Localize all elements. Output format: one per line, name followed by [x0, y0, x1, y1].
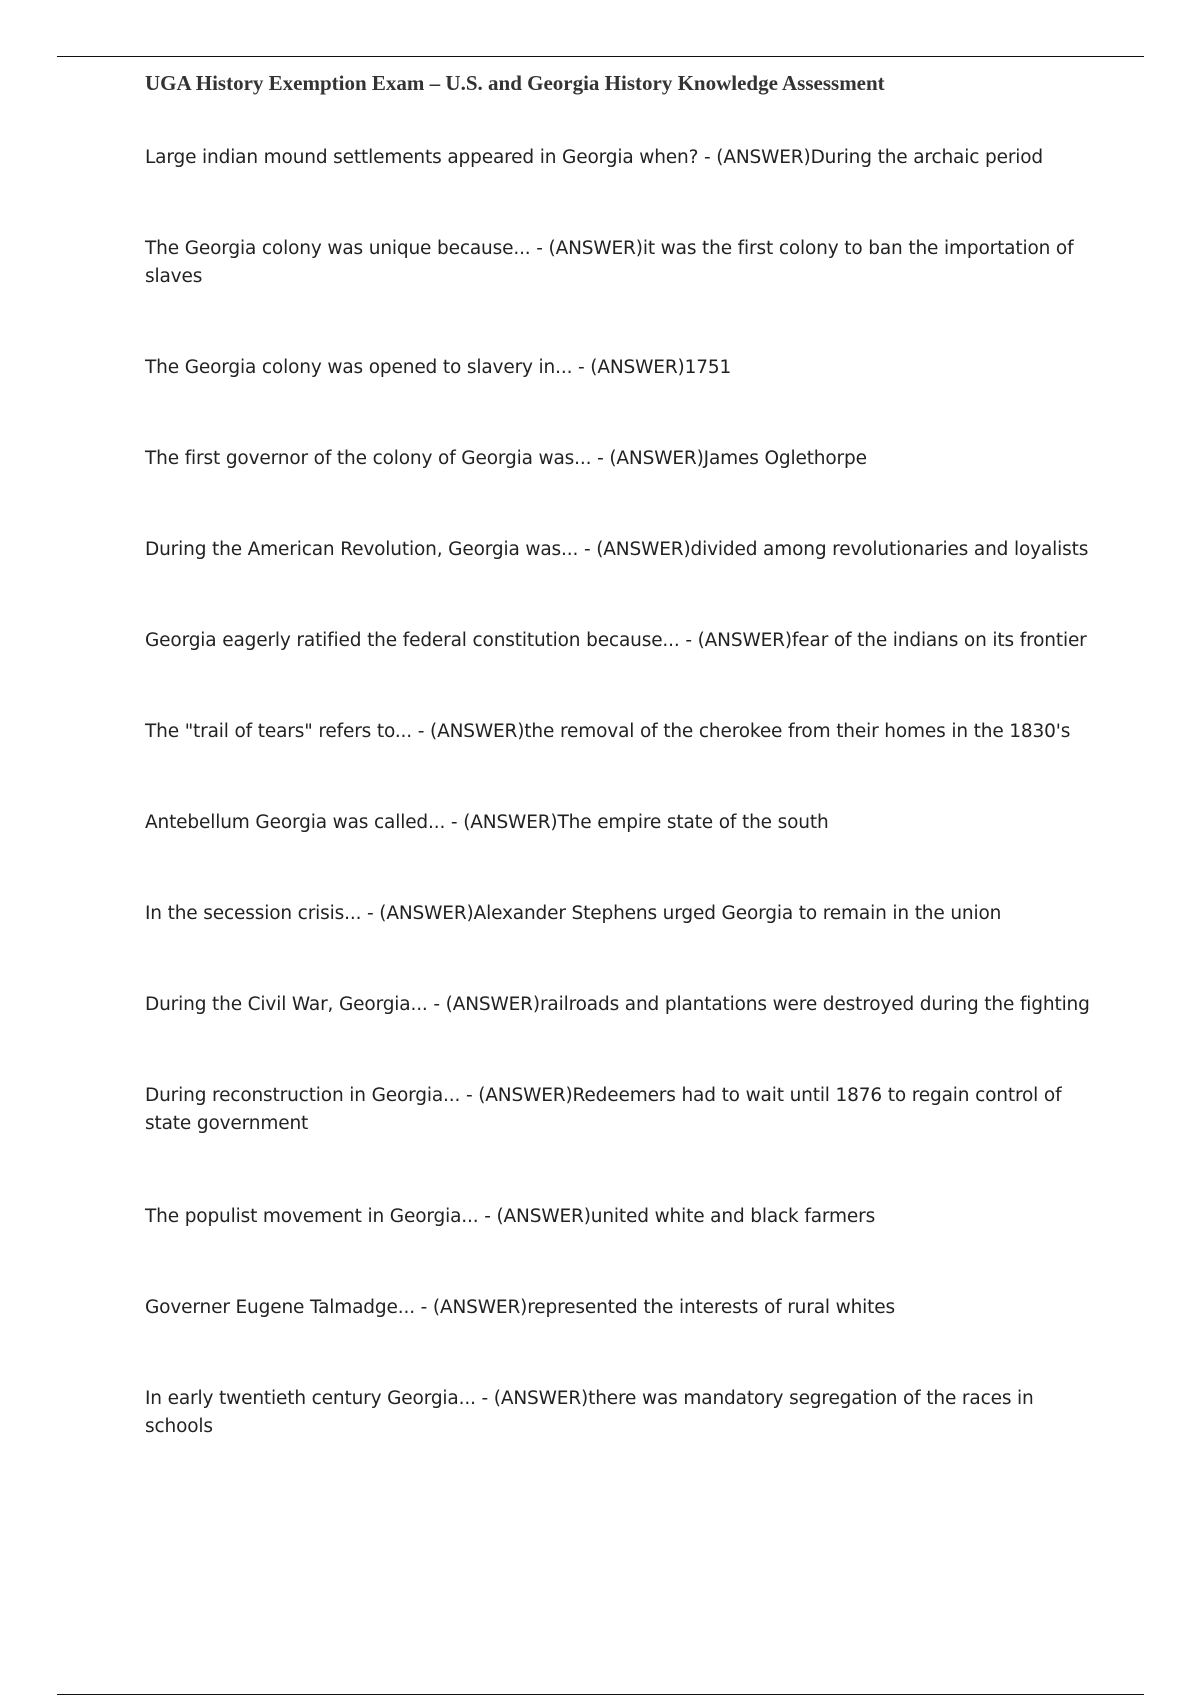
qa-item: The first governor of the colony of Georgia was... - (ANSWER)James Oglethorpe	[145, 448, 867, 469]
qa-item: The Georgia colony was unique because... - (ANSWER)it was the first colony to ban the importation of slaves	[145, 238, 1074, 287]
qa-item: The Georgia colony was opened to slavery in... - (ANSWER)1751	[145, 357, 732, 378]
qa-item: Governer Eugene Talmadge... - (ANSWER)represented the interests of rural whites	[145, 1297, 895, 1318]
top-rule	[57, 56, 1144, 57]
qa-item: During reconstruction in Georgia... - (ANSWER)Redeemers had to wait until 1876 to regain control of state government	[145, 1085, 1062, 1134]
qa-item: During the American Revolution, Georgia was... - (ANSWER)divided among revolutionaries and loyalists	[145, 539, 1089, 560]
qa-item: Large indian mound settlements appeared in Georgia when? - (ANSWER)During the archaic period	[145, 147, 1044, 168]
qa-item: Antebellum Georgia was called... - (ANSWER)The empire state of the south	[145, 812, 829, 833]
qa-item: Georgia eagerly ratified the federal constitution because... - (ANSWER)fear of the indians on its frontier	[145, 630, 1087, 651]
qa-item: The populist movement in Georgia... - (ANSWER)united white and black farmers	[145, 1206, 876, 1227]
qa-item: The "trail of tears" refers to... - (ANSWER)the removal of the cherokee from their homes in the 1830's	[145, 721, 1071, 742]
bottom-rule	[57, 1694, 1144, 1695]
qa-item: In early twentieth century Georgia... - (ANSWER)there was mandatory segregation of the races in schools	[145, 1388, 1034, 1437]
qa-item: In the secession crisis... - (ANSWER)Alexander Stephens urged Georgia to remain in the union	[145, 903, 1002, 924]
qa-item: During the Civil War, Georgia... - (ANSWER)railroads and plantations were destroyed during the fighting	[145, 994, 1090, 1015]
document-title: UGA History Exemption Exam – U.S. and Georgia History Knowledge Assessment	[145, 71, 885, 95]
